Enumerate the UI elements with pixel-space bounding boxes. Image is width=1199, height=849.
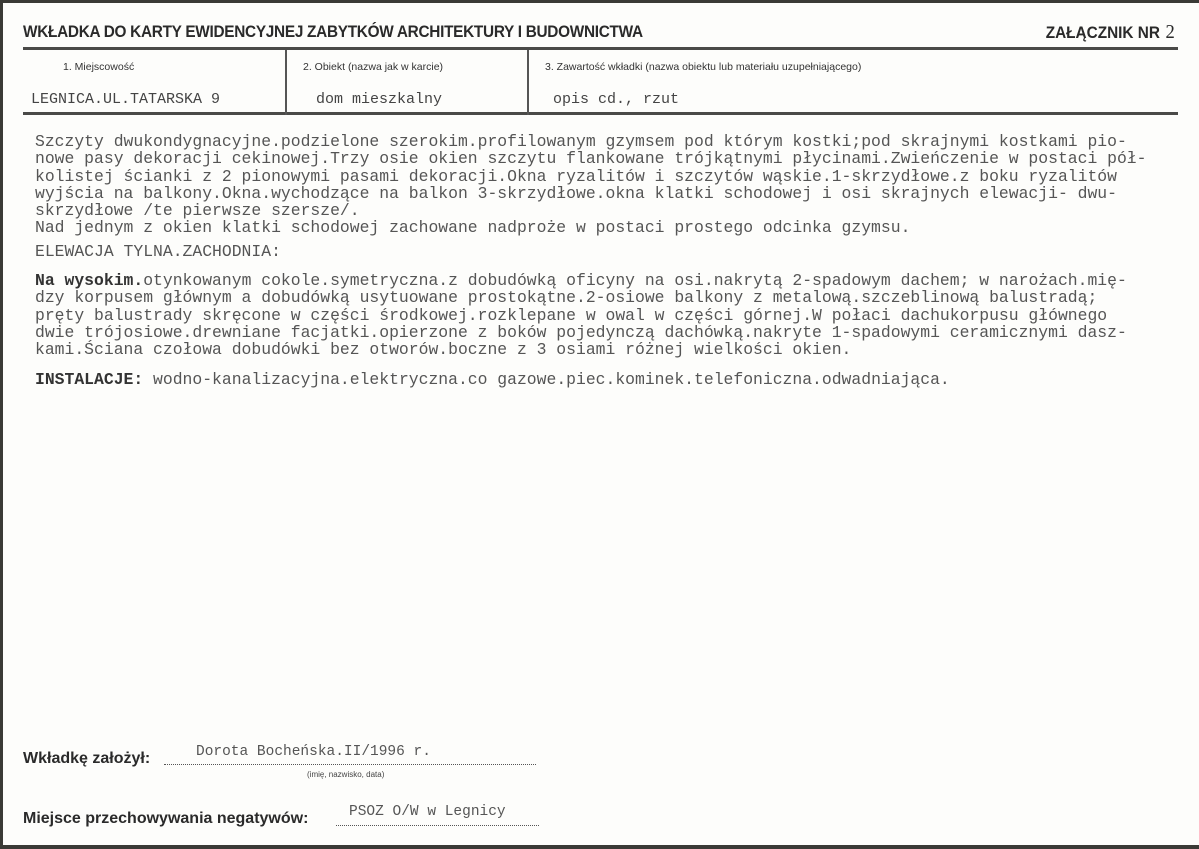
field-value-contents: opis cd., rzut	[553, 91, 680, 108]
field-label-object: 2. Obiekt (nazwa jak w karcie)	[303, 61, 444, 73]
column-divider	[527, 50, 529, 115]
field-label-locality: 1. Miejscowość	[63, 61, 135, 73]
text-line: Nad jednym z okien klatki schodowej zachowane nadproże w postaci prostego odcinka gzymsu.	[35, 218, 911, 238]
description-text	[35, 133, 1185, 388]
table-top-rule	[23, 47, 1178, 50]
text-line: kolistej ścianki z 2 pionowymi pasami dekoracji.Okna ryzalitów i szczytów wąskie.1-skrzydłowe.z boku ryzalitów	[35, 166, 1117, 186]
annex-number: 2	[1165, 21, 1175, 43]
text-line: kami.Ściana czołowa dobudówki bez otworów.boczne z 3 osiami różnej wielkości okien.	[35, 340, 852, 360]
negatives-label: Miejsce przechowywania negatywów:	[23, 810, 309, 827]
text-line: dwie trójosiowe.drewniane facjatki.opierzone z boków pojedynczą dachówką.nakryte 1-spadowymi ceramicznymi dasz-	[35, 322, 1127, 342]
column-divider	[285, 50, 287, 115]
bold-lead: Na wysokim.	[35, 271, 144, 291]
document-sheet	[3, 3, 1199, 845]
installations-text: wodno-kanalizacyjna.elektryczna.co gazowe.piec.kominek.telefoniczna.odwadniająca.	[143, 369, 950, 389]
text-line: Szczyty dwukondygnacyjne.podzielone szerokim.profilowanym gzymsem pod którym kostki;pod skrajnymi kostkami pio-	[35, 132, 1127, 151]
annex-label-text: ZAŁĄCZNIK NR	[1045, 24, 1161, 42]
annex-label	[1046, 21, 1175, 44]
text-line: pręty balustrady skręcone w części środkowej.rozklepane w owal w części górnej.W połaci dachukorpusu głównego	[35, 305, 1108, 325]
installations-label: INSTALACJE:	[35, 369, 144, 389]
document-title: WKŁADKA DO KARTY EWIDENCYJNEJ ZABYTKÓW ARCHITEKTURY I BUDOWNICTWA	[23, 23, 643, 41]
text-fragment: otynkowanym cokole.symetryczna.z dobudówką oficyny na osi.nakrytą 2-spadowym dachem; w narożach.mię-	[143, 271, 1127, 291]
text-line: nowe pasy dekoracji cekinowej.Trzy osie okien szczytu flankowane trójkątnymi płycinami.Zwieńczenie w postaci pół-	[35, 149, 1147, 169]
text-line	[35, 272, 1185, 289]
text-line: dzy korpusem głównym a dobudówką usytuowane prostokątne.2-osiowe balkony z metalową.szczeblinową balustradą;	[35, 288, 1098, 308]
author-value: Dorota Bocheńska.II/1996 r.	[196, 744, 431, 760]
field-value-locality: LEGNICA.UL.TATARSKA 9	[31, 91, 221, 108]
table-bottom-rule	[23, 112, 1178, 115]
text-line: skrzydłowe /te pierwsze szersze/.	[35, 201, 360, 221]
negatives-value: PSOZ O/W w Legnicy	[349, 804, 506, 820]
installations-line	[35, 371, 1185, 388]
field-label-contents: 3. Zawartość wkładki (nazwa obiektu lub materiału uzupełniającego)	[545, 61, 862, 73]
author-hint: (imię, nazwisko, data)	[307, 770, 385, 779]
field-value-object: dom mieszkalny	[316, 91, 443, 108]
text-line: wyjścia na balkony.Okna.wychodzące na balkon 3-skrzydłowe.okna klatki schodowej i osi skrajnych elewacji- dwu-	[35, 183, 1117, 203]
section-heading: ELEWACJA TYLNA.ZACHODNIA:	[35, 241, 281, 261]
author-label: Wkładkę założył:	[23, 750, 151, 767]
